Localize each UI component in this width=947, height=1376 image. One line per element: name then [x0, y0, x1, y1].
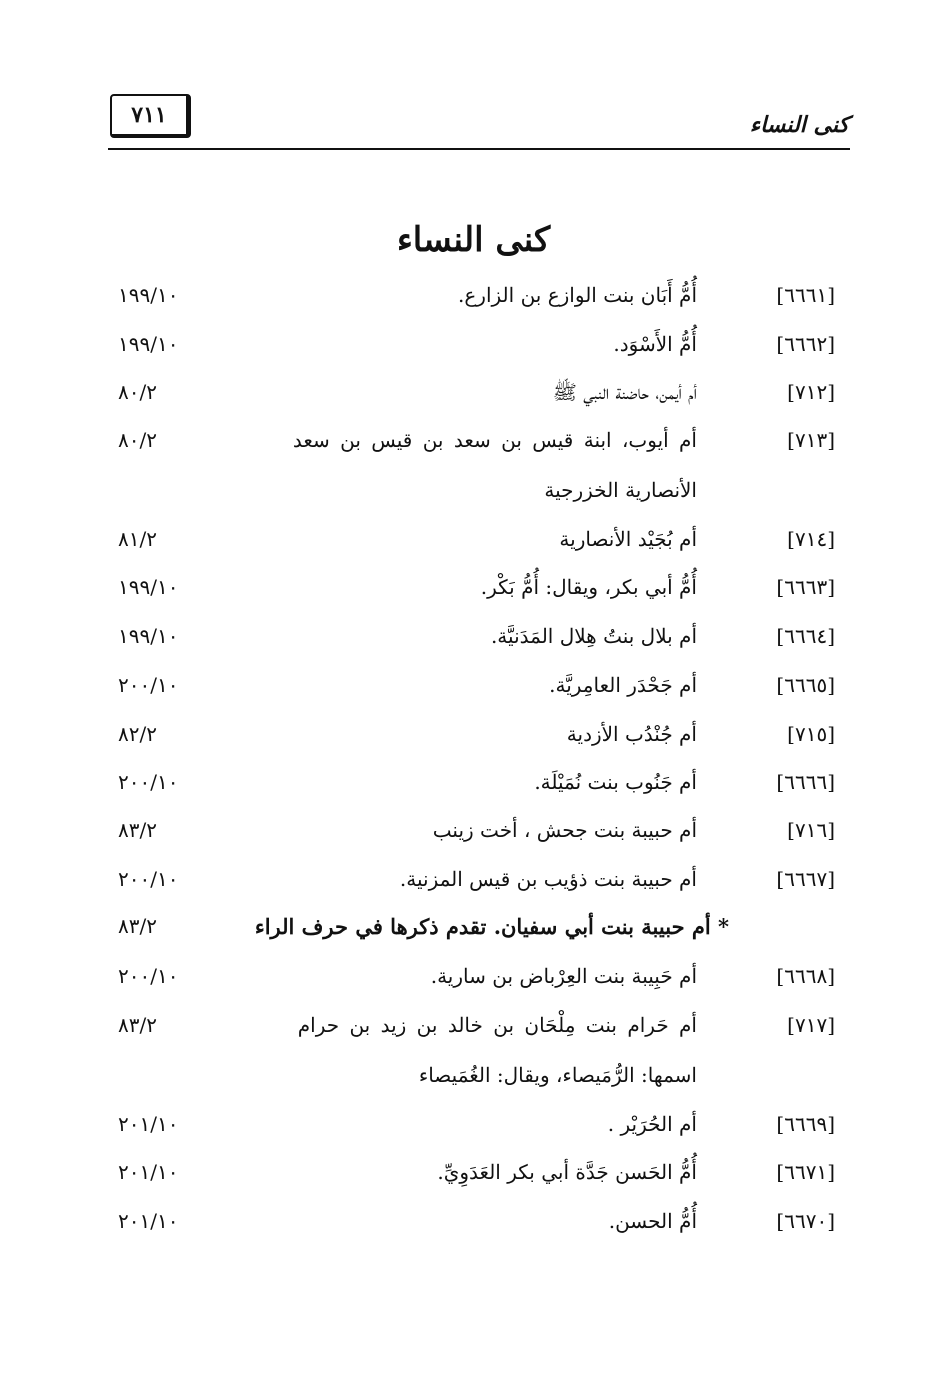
entry-number: [٦٦٦٩] — [776, 1112, 835, 1136]
entry-reference: ٨٣/٢ — [118, 1013, 157, 1037]
entry-number: [٧١٤] — [787, 527, 835, 551]
running-header-title: كنى النساء — [749, 112, 849, 138]
entry-number: [٦٦٦٧] — [776, 867, 835, 891]
entry-number: [٦٦٧٠] — [776, 1209, 835, 1233]
entry-number: [٦٦٦١] — [776, 283, 835, 307]
entry-number: [٦٦٦٥] — [776, 673, 835, 697]
entry-reference: ٢٠٠/١٠ — [118, 964, 179, 988]
entry-reference: ٨٣/٢ — [118, 914, 157, 938]
index-entry — [0, 722, 947, 762]
index-entry — [0, 1160, 947, 1200]
entry-text: * أم حبيبة بنت أبي سفيان. تقدم ذكرها في حرف الراء — [254, 914, 729, 939]
entry-reference: ٨٢/٢ — [118, 722, 157, 746]
index-entry — [0, 624, 947, 664]
entry-reference: ١٩٩/١٠ — [118, 283, 179, 307]
entry-text: اسمها: الرُّمَيصاء، ويقال: الغُمَيصاء — [418, 1063, 697, 1087]
entry-reference: ٨٣/٢ — [118, 818, 157, 842]
entry-number: [٦٦٦٨] — [776, 964, 835, 988]
entry-number: [٧١٧] — [787, 1013, 835, 1037]
index-entry — [0, 527, 947, 567]
entry-number: [٦٦٦٣] — [776, 575, 835, 599]
index-entry — [0, 964, 947, 1004]
entry-reference: ١٩٩/١٠ — [118, 332, 179, 356]
entry-reference: ٢٠١/١٠ — [118, 1112, 179, 1136]
entry-text: أم بلال بنتُ هِلال المَدَنيَّة. — [490, 624, 697, 648]
index-entry — [0, 1013, 947, 1053]
entry-reference: ٢٠٠/١٠ — [118, 673, 179, 697]
section-title: كنى النساء — [396, 220, 551, 260]
entry-reference: ٨٠/٢ — [118, 380, 157, 404]
index-entry — [0, 818, 947, 858]
index-entry — [0, 1209, 947, 1249]
entry-text: أُمُّ أبي بكر، ويقال: أُمُّ بَكْر. — [480, 575, 697, 599]
entry-text: أم جَنُوب بنت نُمَيْلَة. — [534, 770, 697, 794]
entry-number: [٧١٦] — [787, 818, 835, 842]
index-entry — [0, 380, 947, 420]
entry-reference: ١٩٩/١٠ — [118, 624, 179, 648]
entry-reference: ٢٠١/١٠ — [118, 1160, 179, 1184]
entry-reference: ١٩٩/١٠ — [118, 575, 179, 599]
entry-text: الأنصارية الخزرجية — [544, 478, 697, 502]
entry-number: [٧١٥] — [787, 722, 835, 746]
entry-text: أم جُنْدُب الأزدية — [566, 722, 697, 746]
entry-number: [٦٦٧١] — [776, 1160, 835, 1184]
index-entry — [0, 428, 947, 468]
page-number-box: ٧١١ — [110, 94, 191, 138]
entry-number: [٧١٣] — [787, 428, 835, 452]
entry-text: أم أيمن، حاضنة النبي ﷺ — [552, 380, 697, 404]
entry-text: أُمُّ الحسن. — [608, 1209, 697, 1233]
entry-text: أم بُجَيْد الأنصارية — [559, 527, 697, 551]
index-entry — [0, 283, 947, 323]
entry-number: [٧١٢] — [787, 380, 835, 404]
index-entry — [0, 673, 947, 713]
entry-text: أم الحُرَيْر . — [607, 1112, 697, 1136]
index-entry — [0, 770, 947, 810]
entry-reference: ٢٠٠/١٠ — [118, 770, 179, 794]
index-entry — [0, 332, 947, 372]
entry-reference: ٢٠١/١٠ — [118, 1209, 179, 1233]
entry-text: أُمُّ الأَسْوَد. — [613, 332, 697, 356]
entry-text: أم حَبِيبة بنت العِرْباض بن سارية. — [430, 964, 697, 988]
entry-number: [٦٦٦٦] — [776, 770, 835, 794]
entry-number: [٦٦٦٤] — [776, 624, 835, 648]
entry-text: أم جَحْدَر العامِريَّة. — [549, 673, 697, 697]
entry-reference: ٢٠٠/١٠ — [118, 867, 179, 891]
entry-number: [٦٦٦٢] — [776, 332, 835, 356]
index-entry — [0, 867, 947, 907]
index-entry — [0, 575, 947, 615]
index-entry-continuation — [0, 478, 947, 518]
entry-text: أم حَرام بنت مِلْحَان بن خالد بن زيد بن حرام — [297, 1013, 697, 1037]
index-note-entry — [0, 914, 947, 954]
index-entry — [0, 1112, 947, 1152]
index-entry-continuation — [0, 1063, 947, 1103]
header-rule — [108, 148, 850, 150]
entry-text: أم أيوب، ابنة قيس بن سعد بن قيس بن سعد — [292, 428, 697, 452]
entry-text: أم حبيبة بنت جحش ، أخت زينب — [432, 818, 697, 842]
entry-text: أُمُّ الحَسن جَدَّة أبي بكر العَدَوِيِّ. — [437, 1160, 697, 1184]
entry-text: أم حبيبة بنت ذؤيب بن قيس المزنية. — [399, 867, 697, 891]
entry-reference: ٨١/٢ — [118, 527, 157, 551]
entry-text: أُمُّ أَبَان بنت الوازع بن الزارع. — [458, 283, 697, 307]
entry-reference: ٨٠/٢ — [118, 428, 157, 452]
